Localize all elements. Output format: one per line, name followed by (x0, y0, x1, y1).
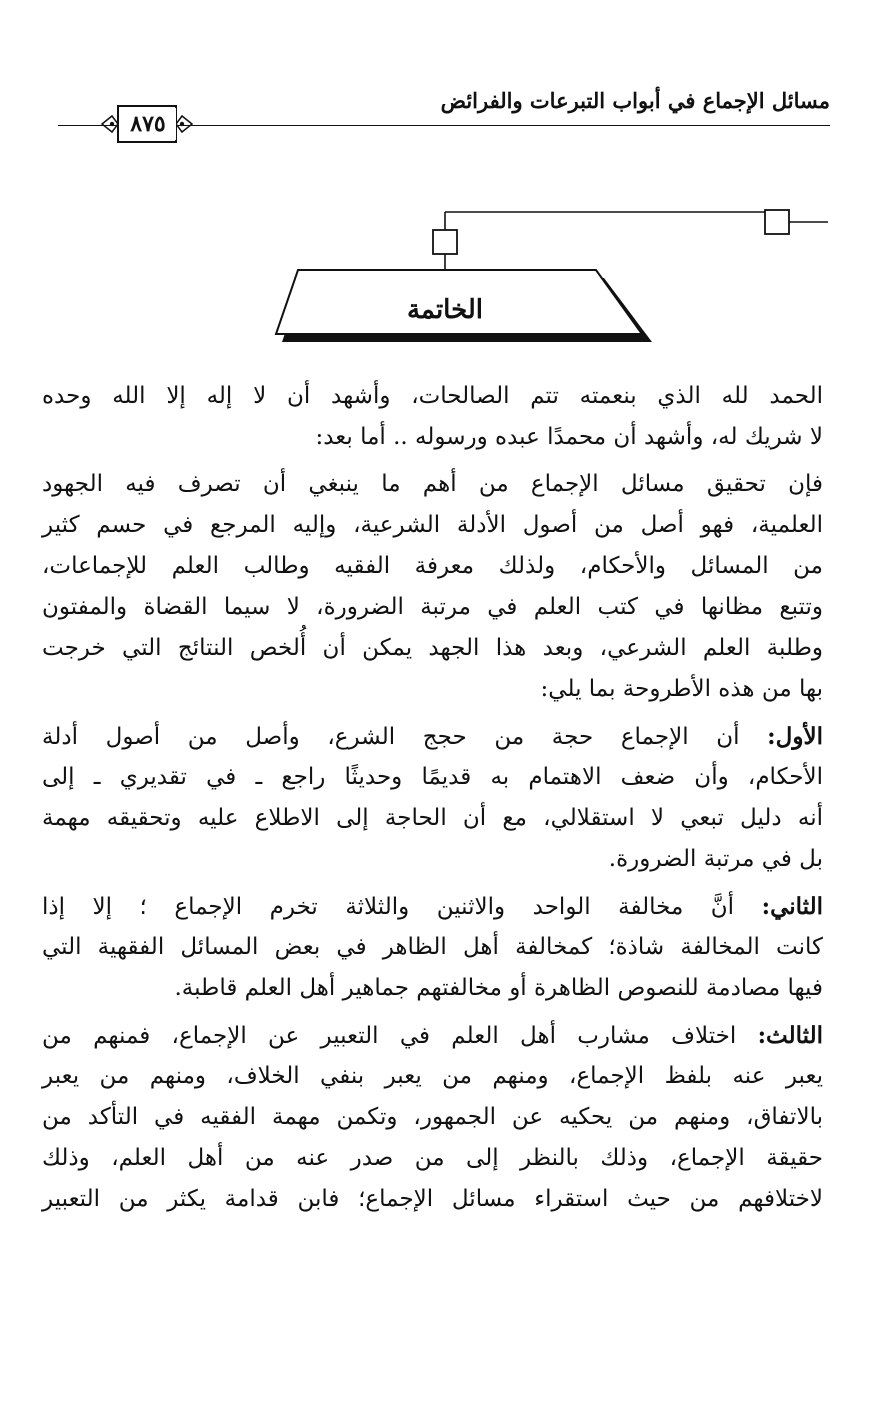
text-line (42, 716, 823, 757)
paragraph (42, 1015, 823, 1220)
item-lead: الثاني: (761, 893, 823, 920)
text-line: بها من هذه الأطروحة بما يلي: (540, 676, 823, 702)
paragraph (42, 716, 823, 880)
text-line (42, 1015, 823, 1056)
text-line: فيها مصادمة للنصوص الظاهرة أو مخالفتهم جماهير أهل العلم قاطبة. (174, 975, 823, 1001)
item-lead: الثالث: (757, 1022, 823, 1049)
text-run: أن الإجماع حجة من حجج الشرع، وأصل من أصول أدلة (42, 724, 768, 750)
item-lead: الأول: (767, 723, 823, 750)
section-heading: الخاتمة (406, 295, 484, 325)
text-line: حقيقة الإجماع، وذلك بالنظر إلى من صدر عنه من أهل العلم، وذلك (42, 1145, 823, 1171)
text-line: وطلبة العلم الشرعي، وبعد هذا الجهد يمكن أن أُلخص النتائج التي خرجت (42, 635, 823, 661)
text-line: الأحكام، وأن ضعف الاهتمام به قديمًا وحديثًا راجع ـ في تقديري ـ إلى (42, 764, 823, 790)
text-line: لاختلافهم من حيث استقراء مسائل الإجماع؛ فابن قدامة يكثر من التعبير (42, 1186, 823, 1212)
text-line: بالاتفاق، ومنهم من يحكيه عن الجمهور، وتكمن مهمة الفقيه في التأكد من (42, 1104, 823, 1130)
paragraph (42, 886, 823, 1009)
text-line (42, 886, 823, 927)
text-line: بل في مرتبة الضرورة. (608, 846, 823, 872)
text-line: العلمية، فهو أصل من أصول الأدلة الشرعية، وإليه المرجع في حسم كثير (42, 512, 823, 538)
heading-ornament (270, 200, 830, 360)
text-line: فإن تحقيق مسائل الإجماع من أهم ما ينبغي أن تصرف فيه الجهود (42, 471, 823, 497)
text-run: اختلاف مشارب أهل العلم في التعبير عن الإجماع، فمنهم من (42, 1023, 758, 1049)
text-line: وتتبع مظانها في كتب العلم في مرتبة الضرورة، لا سيما القضاة والمفتون (42, 594, 823, 620)
text-line: أنه دليل تبعي لا استقلالي، مع أن الحاجة إلى الاطلاع عليه وتحقيقه مهمة (42, 805, 823, 831)
text-line: لا شريك له، وأشهد أن محمدًا عبده ورسوله .. أما بعد: (315, 424, 823, 450)
paragraph (42, 376, 823, 458)
running-header-title: مسائل الإجماع في أبواب التبرعات والفرائض (440, 88, 830, 113)
text-line: يعبر عنه بلفظ الإجماع، ومنهم من يعبر بنفي الخلاف، ومنهم من يعبر (42, 1063, 823, 1089)
text-line: كانت المخالفة شاذة؛ كمخالفة أهل الظاهر في بعض المسائل الفقهية التي (42, 934, 823, 960)
text-line: الحمد لله الذي بنعمته تتم الصالحات، وأشهد أن لا إله إلا الله وحده (42, 383, 823, 409)
text-run: أنَّ مخالفة الواحد والاثنين والثلاثة تخرم الإجماع ؛ إلا إذا (42, 894, 762, 920)
text-line: من المسائل والأحكام، ولذلك معرفة الفقيه وطالب العلم للإجماعات، (42, 553, 823, 579)
body-text (42, 376, 823, 1220)
page-number: ٨٧٥ (120, 108, 176, 140)
paragraph (42, 464, 823, 710)
